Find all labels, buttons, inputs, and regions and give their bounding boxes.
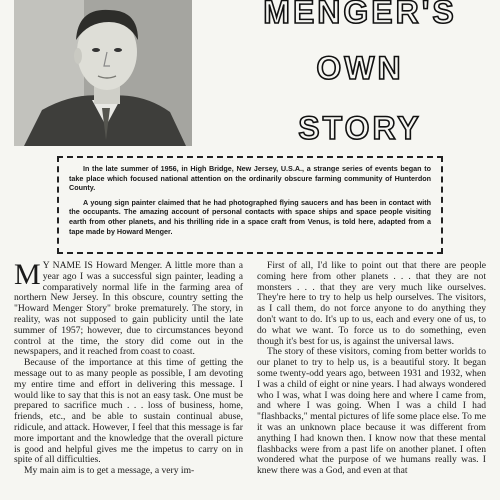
- intro-paragraph-2: A young sign painter claimed that he had photographed flying saucers and has been in contact with the occupants. The amazing account of personal contacts with space ships and space people visiting earth from other planets, and his thrilling ride in a space craft from Venus, is told here, adapted from a tape made by Howard Menger.: [69, 197, 431, 236]
- right-paragraph-2: The story of these visitors, coming from better worlds to our planet to try to help us, is a beautiful story. It began some twenty-odd years ago, between 1931 and 1932, when I was a child of eight or nine years. I had always wondered who I was, what I was doing here and where I came from, and where I was going. When I was a child I had "flashbacks," mental pictures of life some place else. To me it was an unknown place because it was different from anything I had known then. I know now that these mental flashbacks were from a past life on another planet. I often wondered what the purpose of we humans really was. I knew there was a God, and even at that: [257, 346, 486, 477]
- left-paragraph-1: [14, 261, 243, 358]
- right-column: [257, 261, 486, 500]
- left-paragraph-1-text: Y NAME IS Howard Menger. A little more than a year ago I was a successful sign painter, leading a comparatively normal life in the farming area of northern New Jersey. In this obscure, country setting the "Howard Menger Story" broke prematurely. The story, in reality, was not supposed to gain publicity until the late summer of 1957; however, due to circumstances beyond control at the time, the story did come out in the newspapers, and it reached from coast to coast.: [14, 261, 243, 358]
- title-line-3: STORY: [298, 110, 422, 146]
- intro-box: [57, 156, 443, 254]
- left-paragraph-3: My main aim is to get a message, a very im-: [24, 465, 195, 477]
- title-line-1: MENGER'S: [263, 0, 457, 30]
- title-line-2: OWN: [316, 50, 404, 86]
- drop-cap: M: [14, 261, 41, 291]
- right-paragraph-1: First of all, I'd like to point out that there are people coming here from other planets . . . that they are not monsters . . . that they are very much like ourselves. They're here to try to help us help ourselves. The visitors, as I call them, do not force anyone to do anything they don't want to do. It's up to us, each and every one of us, to do what we want. To force us to do something, even though it's best for us, is against the universal laws.: [257, 261, 486, 347]
- left-column: [14, 261, 243, 500]
- article-body: [14, 261, 486, 500]
- story-title: [235, 0, 485, 148]
- author-photo: [14, 0, 192, 146]
- intro-paragraph-1: In the late summer of 1956, in High Bridge, New Jersey, U.S.A., a strange series of events began to take place which focused national attention on the ordinarily obscure farming community of Hunterdon County.: [69, 164, 431, 193]
- left-paragraph-2: Because of the importance at this time of getting the message out to as many people as possible, I am devoting my entire time and effort in delivering this message. I would like to say that this is not an easy task. One must be prepared to sacrifice much . . . loss of business, home, friends, etc., and be able to sustain continual abuse, ridicule, and attack. However, I feel that this message is far more important and the knowledge that the overall picture is good and helpful gives me the impetus to carry on in spite of all difficulties.: [14, 357, 243, 466]
